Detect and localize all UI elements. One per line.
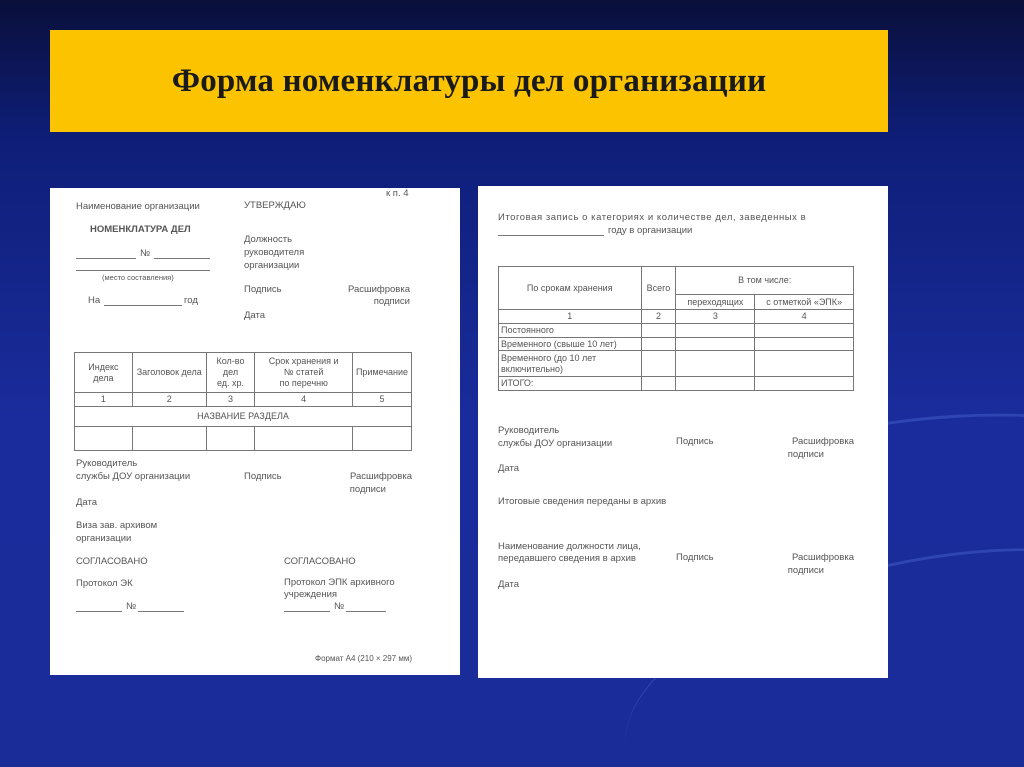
head-dou-1: Руководитель bbox=[76, 458, 138, 469]
org-name-label: Наименование организации bbox=[76, 201, 200, 212]
table-row bbox=[499, 377, 854, 391]
summary-record-sheet bbox=[478, 186, 888, 678]
table-cell: 1 bbox=[499, 310, 642, 324]
decode-label-1: Расшифровка bbox=[791, 552, 854, 563]
number-sign: № bbox=[140, 248, 151, 259]
place-caption: (место составления) bbox=[102, 273, 174, 282]
position-line-2: руководителя bbox=[244, 247, 305, 258]
signature-label: Подпись bbox=[676, 552, 714, 563]
table-cell bbox=[676, 377, 755, 391]
table-cell: 3 bbox=[676, 310, 755, 324]
blank-line bbox=[284, 611, 330, 612]
row-label: Временного (до 10 лет включительно) bbox=[499, 351, 642, 377]
nomenclature-heading: НОМЕНКЛАТУРА ДЕЛ bbox=[90, 224, 191, 235]
year-label: год bbox=[184, 295, 198, 306]
table-cell bbox=[755, 323, 854, 337]
head-dou-2: службы ДОУ организации bbox=[498, 438, 613, 449]
position-line-1: Должность bbox=[244, 234, 293, 245]
decode-label-2: подписи bbox=[373, 296, 410, 307]
signature-label: Подпись bbox=[244, 471, 282, 482]
table-cell bbox=[641, 323, 676, 337]
agreed-left: СОГЛАСОВАНО bbox=[76, 556, 148, 567]
table-header-row bbox=[75, 353, 412, 393]
decode-label-1: Расшифровка bbox=[791, 436, 854, 447]
table-row bbox=[499, 351, 854, 377]
table-cell bbox=[755, 337, 854, 351]
table-cell bbox=[755, 351, 854, 377]
header-epk: с отметкой «ЭПК» bbox=[755, 295, 854, 310]
section-title: НАЗВАНИЕ РАЗДЕЛА bbox=[75, 406, 412, 426]
number-sign: № bbox=[126, 601, 137, 612]
header-including: В том числе: bbox=[676, 267, 854, 295]
header-note: Примечание bbox=[352, 353, 411, 393]
header-transit: переходящих bbox=[676, 295, 755, 310]
head-dou-1: Руководитель bbox=[498, 425, 560, 436]
decode-label-2: подписи bbox=[349, 484, 386, 495]
row-label: ИТОГО: bbox=[499, 377, 642, 391]
number-sign: № bbox=[334, 601, 345, 612]
header-total: Всего bbox=[641, 267, 676, 310]
table-row bbox=[499, 337, 854, 351]
table-cell bbox=[676, 351, 755, 377]
approve-label: УТВЕРЖДАЮ bbox=[244, 200, 306, 211]
table-cell: 4 bbox=[255, 393, 353, 407]
table-cell bbox=[75, 426, 133, 450]
intro-line-1: Итоговая запись о категориях и количестве дел, заведенных в bbox=[498, 212, 807, 223]
table-cell bbox=[641, 377, 676, 391]
table-cell: 2 bbox=[132, 393, 206, 407]
blank-line bbox=[346, 611, 386, 612]
table-row bbox=[75, 426, 412, 450]
blank-line bbox=[76, 258, 136, 259]
table-cell: 3 bbox=[206, 393, 255, 407]
blank-line bbox=[498, 235, 604, 236]
table-cell bbox=[206, 426, 255, 450]
protocol-epk-1: Протокол ЭПК архивного bbox=[284, 577, 395, 588]
table-cell: 5 bbox=[352, 393, 411, 407]
table-cell bbox=[641, 337, 676, 351]
table-cell bbox=[755, 377, 854, 391]
intro-line-2: году в организации bbox=[608, 225, 693, 236]
blank-line bbox=[76, 611, 122, 612]
signature-label: Подпись bbox=[244, 284, 282, 295]
table-cell bbox=[676, 323, 755, 337]
header-title: Заголовок дела bbox=[132, 353, 206, 393]
table-cell bbox=[352, 426, 411, 450]
format-label: Формат А4 (210 × 297 мм) bbox=[314, 654, 412, 663]
header-retention: Срок хранения и № статей по перечню bbox=[255, 353, 353, 393]
table-cell bbox=[641, 351, 676, 377]
visa-line-2: организации bbox=[76, 533, 132, 544]
decode-label-1: Расшифровка bbox=[347, 284, 410, 295]
agreed-right: СОГЛАСОВАНО bbox=[284, 556, 356, 567]
blank-line bbox=[154, 258, 210, 259]
nomenclature-form-sheet bbox=[50, 188, 460, 675]
slide-title: Форма номенклатуры дел организации bbox=[171, 62, 767, 99]
date-label: Дата bbox=[244, 310, 266, 321]
blank-line bbox=[104, 305, 182, 306]
table-header-row bbox=[499, 267, 854, 295]
date-label: Дата bbox=[498, 579, 520, 590]
archive-sent: Итоговые сведения переданы в архив bbox=[498, 496, 667, 507]
position-person-1: Наименование должности лица, bbox=[498, 541, 641, 552]
signature-label: Подпись bbox=[676, 436, 714, 447]
date-label: Дата bbox=[76, 497, 98, 508]
position-person-2: передавшего сведения в архив bbox=[498, 553, 636, 564]
blank-line bbox=[138, 611, 184, 612]
decode-label-2: подписи bbox=[787, 565, 824, 576]
nomenclature-table bbox=[74, 352, 412, 451]
form-ref: к п. 4 bbox=[386, 188, 409, 199]
blank-line bbox=[76, 270, 210, 271]
header-index: Индекс дела bbox=[75, 353, 133, 393]
header-count: Кол-во дел ед. хр. bbox=[206, 353, 255, 393]
table-cell bbox=[255, 426, 353, 450]
table-cell: 2 bbox=[641, 310, 676, 324]
table-cell: 4 bbox=[755, 310, 854, 324]
table-cell bbox=[132, 426, 206, 450]
visa-line-1: Виза зав. архивом bbox=[76, 520, 158, 531]
protocol-ek: Протокол ЭК bbox=[76, 578, 133, 589]
table-number-row bbox=[499, 310, 854, 324]
table-cell bbox=[676, 337, 755, 351]
table-row bbox=[499, 323, 854, 337]
table-cell: 1 bbox=[75, 393, 133, 407]
header-terms: По срокам хранения bbox=[499, 267, 642, 310]
decode-label-2: подписи bbox=[787, 449, 824, 460]
row-label: Временного (свыше 10 лет) bbox=[499, 337, 642, 351]
table-section-row bbox=[75, 406, 412, 426]
summary-table bbox=[498, 266, 854, 391]
row-label: Постоянного bbox=[499, 323, 642, 337]
slide-title-banner bbox=[50, 30, 888, 132]
head-dou-2: службы ДОУ организации bbox=[76, 471, 191, 482]
position-line-3: организации bbox=[244, 260, 300, 271]
on-label: На bbox=[88, 295, 101, 306]
date-label: Дата bbox=[498, 463, 520, 474]
table-number-row bbox=[75, 393, 412, 407]
decode-label-1: Расшифровка bbox=[349, 471, 412, 482]
protocol-epk-2: учреждения bbox=[284, 589, 338, 600]
